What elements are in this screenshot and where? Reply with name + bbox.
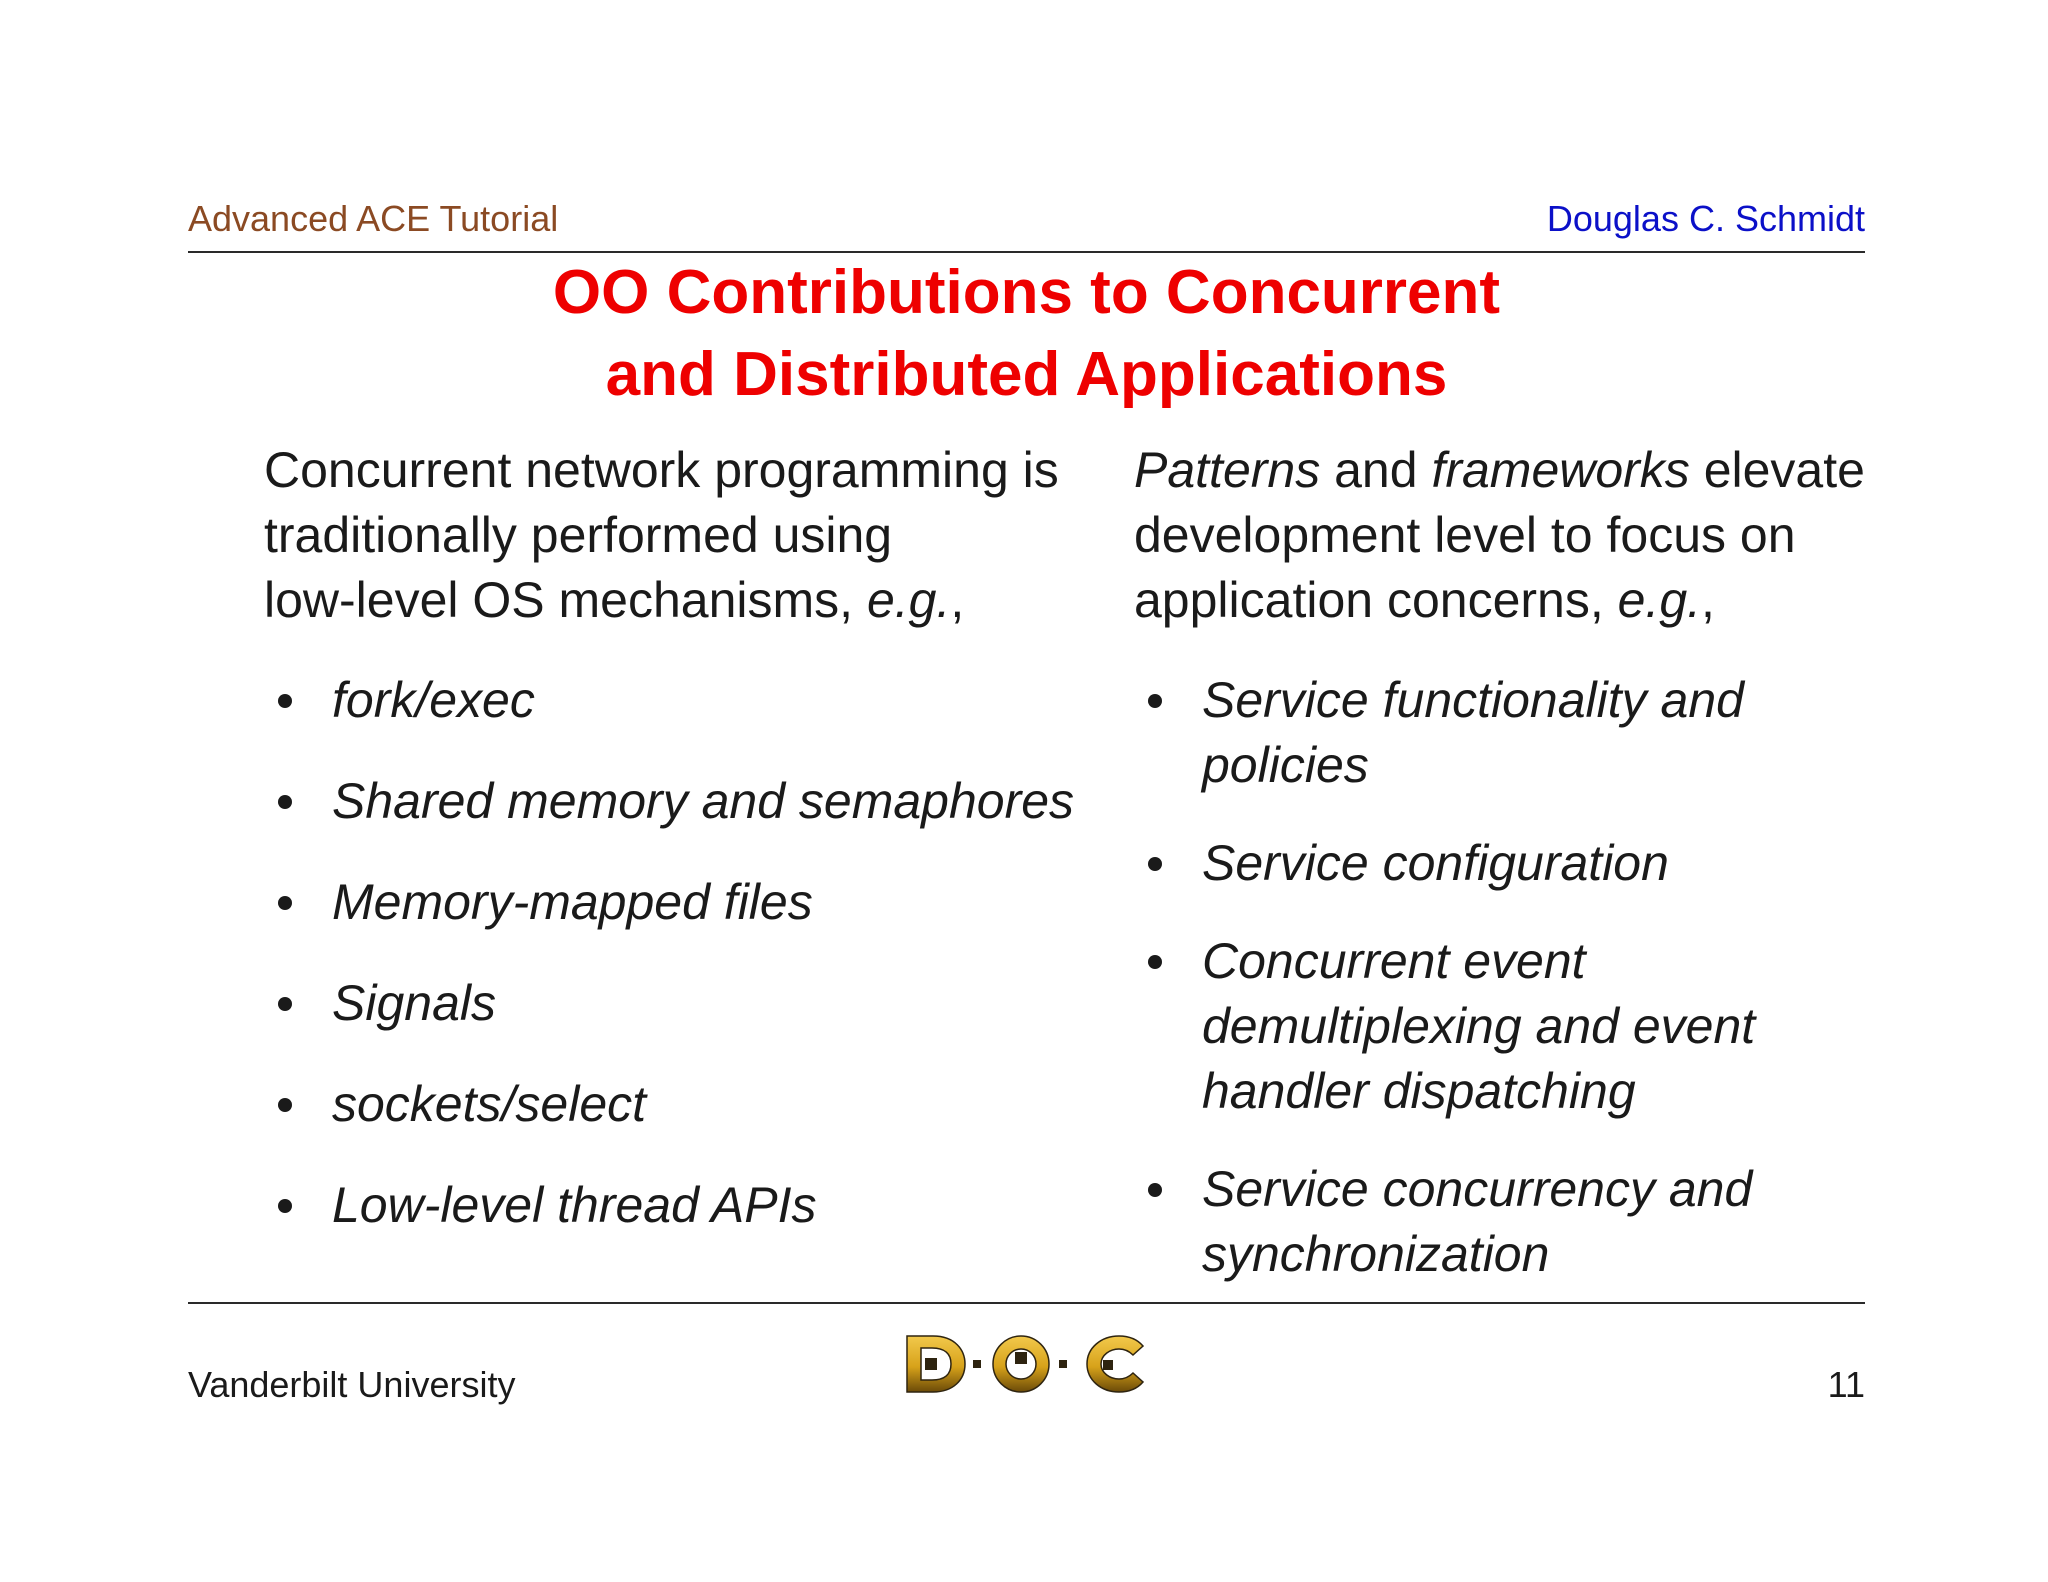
- list-item: [264, 1173, 1124, 1238]
- left-intro: [264, 438, 1124, 633]
- slide-title-line-1: OO Contributions to Concurrent: [552, 258, 1501, 327]
- left-bullet-list: [264, 668, 1124, 1274]
- list-item: [1134, 668, 1944, 798]
- bullet-dot-icon: [1148, 1183, 1162, 1197]
- list-item-line: synchronization: [1202, 1226, 1550, 1282]
- right-bullet-list: [1134, 668, 1944, 1320]
- list-item-line: Service configuration: [1202, 835, 1669, 891]
- bullet-dot-icon: [278, 694, 292, 708]
- list-item-text: Low-level thread APIs: [332, 1177, 817, 1233]
- left-intro-eg: e.g.: [866, 572, 951, 628]
- right-intro-line-3-suffix: ,: [1701, 572, 1715, 628]
- list-item: [1134, 831, 1944, 896]
- right-intro-line-2: development level to focus on: [1134, 507, 1796, 563]
- slide-title: [188, 252, 1865, 416]
- bullet-dot-icon: [278, 1098, 292, 1112]
- right-intro-and: and: [1320, 442, 1432, 498]
- left-intro-line-2: traditionally performed using: [264, 507, 893, 563]
- footer-institution: Vanderbilt University: [188, 1364, 516, 1405]
- doc-group-logo-icon: [903, 1330, 1149, 1398]
- left-intro-line-3-suffix: ,: [950, 572, 965, 628]
- left-intro-line-3-prefix: low-level OS mechanisms,: [264, 572, 867, 628]
- list-item-text: Shared memory and semaphores: [332, 773, 1075, 829]
- right-intro-patterns: Patterns: [1134, 442, 1321, 498]
- list-item: [264, 971, 1124, 1036]
- right-intro-elevate: elevate: [1689, 442, 1865, 498]
- list-item: [264, 870, 1124, 935]
- bullet-dot-icon: [278, 795, 292, 809]
- list-item-line: Concurrent event: [1202, 933, 1586, 989]
- right-intro-line-3-prefix: application concerns,: [1134, 572, 1618, 628]
- header-course-title: Advanced ACE Tutorial: [188, 198, 559, 239]
- bullet-dot-icon: [1148, 955, 1162, 969]
- header-author: Douglas C. Schmidt: [1546, 198, 1865, 239]
- list-item-line: Service concurrency and: [1202, 1161, 1753, 1217]
- list-item-text: Memory-mapped files: [332, 874, 813, 930]
- list-item: [1134, 1157, 1944, 1287]
- list-item-text: fork/exec: [332, 672, 535, 728]
- right-intro-eg: e.g.: [1617, 572, 1702, 628]
- left-intro-line-1: Concurrent network programming is: [264, 442, 1059, 498]
- bullet-dot-icon: [1148, 694, 1162, 708]
- list-item: [1134, 929, 1944, 1124]
- slide-title-line-2: and Distributed Applications: [605, 340, 1448, 409]
- list-item-line: policies: [1202, 737, 1369, 793]
- right-intro-line-1: [1134, 438, 1944, 503]
- list-item-line: demultiplexing and event: [1202, 998, 1756, 1054]
- footer-divider: [188, 1302, 1865, 1304]
- right-intro: [1134, 438, 1944, 633]
- left-intro-line-3: [264, 568, 1124, 633]
- bullet-dot-icon: [1148, 857, 1162, 871]
- page-number: 11: [1827, 1364, 1865, 1405]
- list-item-line: handler dispatching: [1202, 1063, 1636, 1119]
- list-item-line: Service functionality and: [1202, 672, 1744, 728]
- bullet-dot-icon: [278, 896, 292, 910]
- list-item: [264, 769, 1124, 834]
- bullet-dot-icon: [278, 1199, 292, 1213]
- bullet-dot-icon: [278, 997, 292, 1011]
- list-item: [264, 668, 1124, 733]
- right-intro-frameworks: frameworks: [1431, 442, 1690, 498]
- list-item-text: sockets/select: [332, 1076, 647, 1132]
- list-item: [264, 1072, 1124, 1137]
- right-intro-line-3: [1134, 568, 1944, 633]
- list-item-text: Signals: [332, 975, 496, 1031]
